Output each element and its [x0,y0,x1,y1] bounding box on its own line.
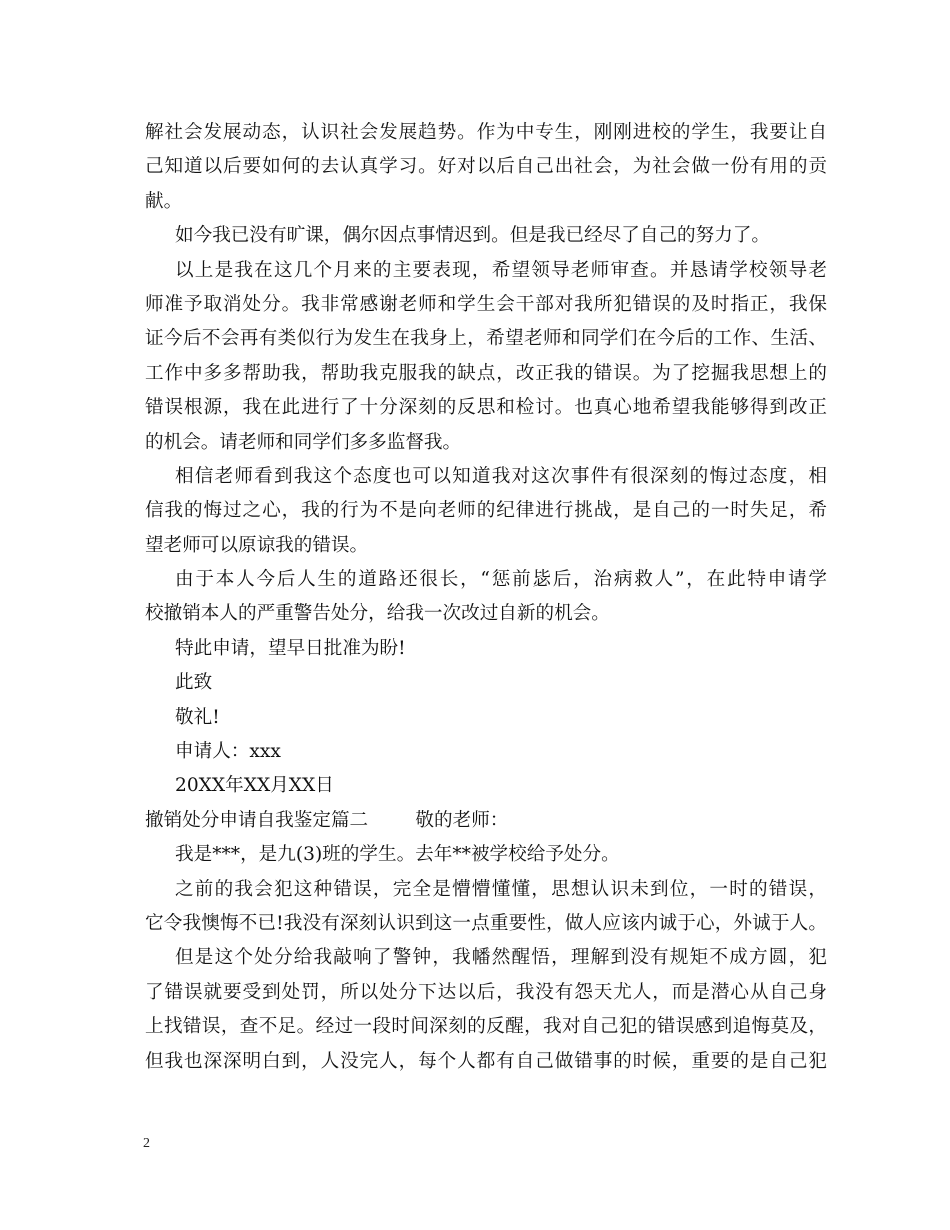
text-line: 以上是我在这几个月来的主要表现，希望领导老师审查。并恳请学校领导老 [175,259,827,281]
text-line: 撤销处分申请自我鉴定篇二 敬的老师： [145,809,509,831]
text-line: 证今后不会再有类似行为发生在我身上，希望老师和同学们在今后的工作、生活、 [145,328,827,350]
text-line: 己知道以后要如何的去认真学习。好对以后自己出社会，为社会做一份有用的贡 [145,156,827,178]
text-line: 信我的悔过之心，我的行为不是向老师的纪律进行挑战，是自己的一时失足，希 [145,500,827,522]
text-line: 如今我已没有旷课，偶尔因点事情迟到。但是我已经尽了自己的努力了。 [175,225,771,247]
text-line: 由于本人今后人生的道路还很长，“惩前毖后，治病救人”，在此特申请学 [175,569,827,591]
text-line: 解社会发展动态，认识社会发展趋势。作为中专生，刚刚进校的学生，我要让自 [145,122,827,143]
text-line: 相信老师看到我这个态度也可以知道我对这次事件有很深刻的悔过态度，相 [175,465,827,487]
text-line: 望老师可以原谅我的错误。 [145,534,369,556]
text-line: 上找错误，查不足。经过一段时间深刻的反醒，我对自己犯的错误感到追悔莫及， [145,1016,827,1038]
text-line: 错误根源，我在此进行了十分深刻的反思和检讨。也真心地希望我能够得到改正 [145,397,827,419]
text-line: 我是***，是九(3)班的学生。去年**被学校给予处分。 [175,844,620,866]
text-line: 20XX年XX月XX日 [175,775,334,797]
text-line: 了错误就要受到处罚，所以处分下达以后，我没有怨天尤人，而是潜心从自己身 [145,981,827,1003]
page-number: 2 [143,1136,150,1151]
text-line: 师准予取消处分。我非常感谢老师和学生会干部对我所犯错误的及时指正，我保 [145,293,827,315]
text-line: 特此申请，望早日批准为盼! [175,637,406,659]
text-line: 之前的我会犯这种错误，完全是懵懵懂懂，思想认识未到位，一时的错误， [175,878,827,900]
document-body [145,116,827,1079]
text-line: 校撤销本人的严重警告处分，给我一次改过自新的机会。 [145,603,610,625]
text-line: 但是这个处分给我敲响了警钟，我幡然醒悟，理解到没有规矩不成方圆，犯 [175,947,827,969]
text-line: 工作中多多帮助我，帮助我克服我的缺点，改正我的错误。为了挖掘我思想上的 [145,362,827,384]
text-line: 此致 [175,672,213,694]
text-line: 但我也深深明白到，人没完人，每个人都有自己做错事的时候，重要的是自己犯 [145,1050,827,1072]
text-line: 它令我懊悔不已!我没有深刻认识到这一点重要性，做人应该内诚于心，外诚于人。 [145,912,827,934]
text-line: 献。 [145,190,183,212]
text-line: 的机会。请老师和同学们多多监督我。 [145,431,462,453]
text-line: 申请人：xxx [175,741,281,763]
text-line: 敬礼! [175,706,220,728]
